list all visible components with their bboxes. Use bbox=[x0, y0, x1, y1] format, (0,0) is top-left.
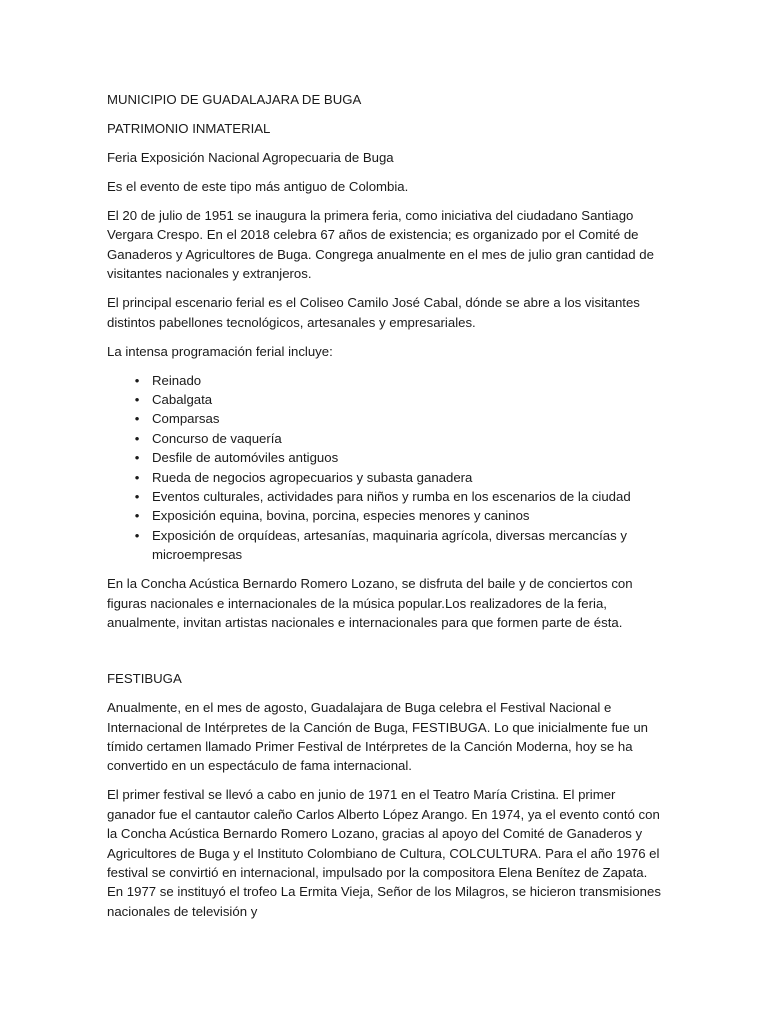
list-item-text: Reinado bbox=[152, 372, 202, 388]
paragraph-festibuga-historia: El primer festival se llevó a cabo en junio de 1971 en el Teatro María Cristina. El primer ganador fue el cantautor caleño Carlos Alberto López Arango. En 1974, ya el evento contó con la Concha Acústica Bernardo Romero Lozano, gracias al apoyo del Comité de Ganaderos y Agricultores de Buga y el Instituto Colombiano de Cultura, COLCULTURA. Para el año 1976 el festival se convirtió en internacional, impulsado por la compositora Elena Benítez de Zapata. En 1977 se instituyó el trofeo La Ermita Vieja, Señor de los Milagros, se hicieron transmisiones nacionales de televisión y bbox=[107, 787, 661, 919]
list-item bbox=[107, 409, 663, 428]
list-item-text: Exposición equina, bovina, porcina, especies menores y caninos bbox=[152, 508, 530, 524]
programacion-list bbox=[107, 371, 663, 565]
paragraph-escenario: El principal escenario ferial es el Coliseo Camilo José Cabal, dónde se abre a los visitantes distintos pabellones tecnológicos, artesanales y empresariales. bbox=[107, 295, 640, 330]
list-item bbox=[107, 487, 663, 506]
paragraph-evento: Es el evento de este tipo más antiguo de Colombia. bbox=[107, 179, 409, 194]
heading-patrimonio: PATRIMONIO INMATERIAL bbox=[107, 121, 271, 136]
list-item bbox=[107, 448, 663, 467]
bullet-icon: • bbox=[134, 450, 140, 466]
heading-municipio: MUNICIPIO DE GUADALAJARA DE BUGA bbox=[107, 92, 362, 107]
bullet-icon: • bbox=[134, 392, 140, 408]
document-page bbox=[107, 90, 663, 931]
paragraph-concha: En la Concha Acústica Bernardo Romero Lozano, se disfruta del baile y de conciertos con figuras nacionales e internacionales de la música popular.Los realizadores de la feria, anualmente, invitan artistas nacionales e internacionales para que formen parte de ésta. bbox=[107, 576, 633, 631]
list-item bbox=[107, 468, 663, 487]
bullet-icon: • bbox=[134, 508, 140, 524]
list-item bbox=[107, 506, 663, 525]
paragraph-programacion: La intensa programación ferial incluye: bbox=[107, 343, 333, 359]
list-item bbox=[107, 371, 663, 390]
list-item-text: Exposición de orquídeas, artesanías, maquinaria agrícola, diversas mercancías y microempresas bbox=[152, 527, 627, 563]
subheading-feria: Feria Exposición Nacional Agropecuaria de Buga bbox=[107, 150, 394, 165]
list-item bbox=[107, 390, 663, 409]
heading-festibuga: FESTIBUGA bbox=[107, 671, 182, 687]
list-item bbox=[107, 429, 663, 448]
list-item-text: Eventos culturales, actividades para niños y rumba en los escenarios de la ciudad bbox=[152, 489, 631, 505]
paragraph-festibuga-intro: Anualmente, en el mes de agosto, Guadalajara de Buga celebra el Festival Nacional e Internacional de Intérpretes de la Canción de Buga, FESTIBUGA. Lo que inicialmente fue un tímido certamen llamado Primer Festival de Intérpretes de la Canción Moderna, hoy se ha convertido en un espectáculo de fama internacional. bbox=[107, 700, 649, 774]
list-item-text: Rueda de negocios agropecuarios y subasta ganadera bbox=[152, 469, 473, 485]
bullet-icon: • bbox=[134, 430, 140, 446]
paragraph-historia: El 20 de julio de 1951 se inaugura la primera feria, como iniciativa del ciudadano Santiago Vergara Crespo. En el 2018 celebra 67 años de existencia; es organizado por el Comité de Ganaderos y Agricultores de Buga. Congrega anualmente en el mes de julio gran cantidad de visitantes nacionales y extranjeros. bbox=[107, 208, 654, 282]
list-item-text: Cabalgata bbox=[152, 392, 213, 408]
section-spacer bbox=[107, 642, 663, 669]
bullet-icon: • bbox=[134, 489, 140, 505]
list-item bbox=[107, 526, 663, 565]
bullet-icon: • bbox=[134, 411, 140, 427]
bullet-icon: • bbox=[134, 527, 140, 543]
bullet-icon: • bbox=[134, 469, 140, 485]
list-item-text: Desfile de automóviles antiguos bbox=[152, 450, 339, 466]
bullet-icon: • bbox=[134, 372, 140, 388]
list-item-text: Concurso de vaquería bbox=[152, 430, 282, 446]
list-item-text: Comparsas bbox=[152, 411, 220, 427]
